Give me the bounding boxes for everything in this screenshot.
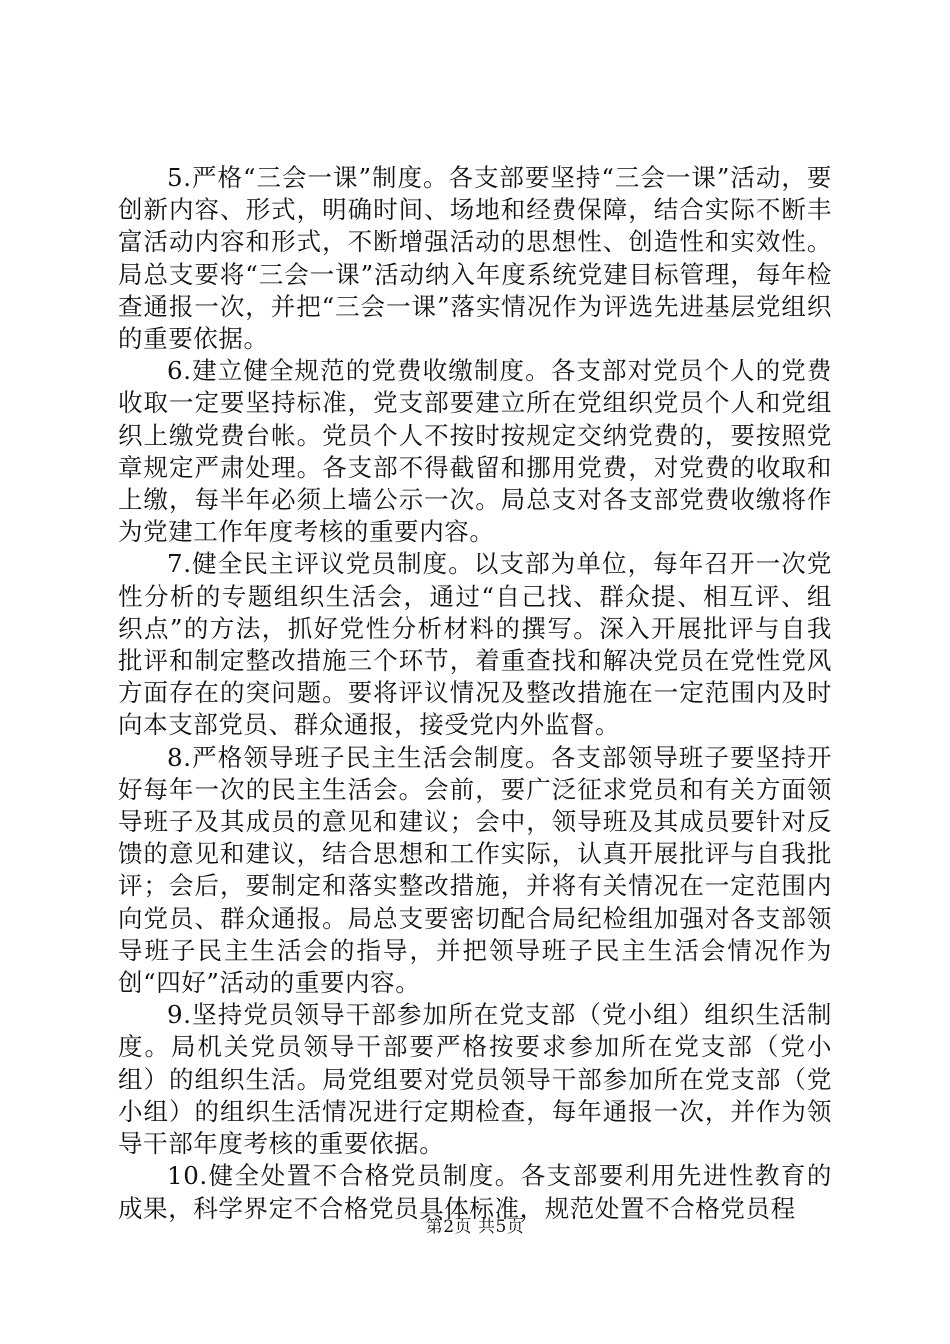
paragraph-7: 7.健全民主评议党员制度。以支部为单位，每年召开一次党性分析的专题组织生活会，通过“自己找、群众提、相互评、组织点”的方法，抓好党性分析材料的撰写。深入开展批评与自我批评和制定整改措施三个环节，着重查找和解决党员在党性党风方面存在的突问题。要将评议情况及整改措施在一定范围内及时向本支部党员、群众通报，接受党内外监督。 — [118, 549, 832, 740]
page-number-footer: 第2页 共5页 — [425, 1217, 525, 1237]
paragraph-5: 5.严格“三会一课”制度。各支部要坚持“三会一课”活动，要创新内容、形式，明确时间、场地和经费保障，结合实际不断丰富活动内容和形式，不断增强活动的思想性、创造性和实效性。局总支要将“三会一课”活动纳入年度系统党建目标管理，每年检查通报一次，并把“三会一课”落实情况作为评选先进基层党组织的重要依据。 — [118, 163, 832, 354]
paragraph-8: 8.严格领导班子民主生活会制度。各支部领导班子要坚持开好每年一次的民主生活会。会前，要广泛征求党员和有关方面领导班子及其成员的意见和建议；会中，领导班及其成员要针对反馈的意见和建议，结合思想和工作实际，认真开展批评与自我批评；会后，要制定和落实整改措施，并将有关情况在一定范围内向党员、群众通报。局总支要密切配合局纪检组加强对各支部领导班子民主生活会的指导，并把领导班子民主生活会情况作为创“四好”活动的重要内容。 — [118, 742, 832, 998]
paragraph-9: 9.坚持党员领导干部参加所在党支部（党小组）组织生活制度。局机关党员领导干部要严格按要求参加所在党支部（党小组）的组织生活。局党组要对党员领导干部参加所在党支部（党小组）的组织生活情况进行定期检查，每年通报一次，并作为领导干部年度考核的重要依据。 — [118, 1000, 832, 1159]
paragraph-6: 6.建立健全规范的党费收缴制度。各支部对党员个人的党费收取一定要坚持标准，党支部要建立所在党组织党员个人和党组织上缴党费台帐。党员个人不按时按规定交纳党费的，要按照党章规定严肃处理。各支部不得截留和挪用党费，对党费的收取和上缴，每半年必须上墙公示一次。局总支对各支部党费收缴将作为党建工作年度考核的重要内容。 — [118, 356, 832, 547]
paragraph-10: 10.健全处置不合格党员制度。各支部要利用先进性教育的成果，科学界定不合格党员具体标准，规范处置不合格党员程 — [118, 1161, 832, 1223]
document-body — [118, 162, 832, 1225]
